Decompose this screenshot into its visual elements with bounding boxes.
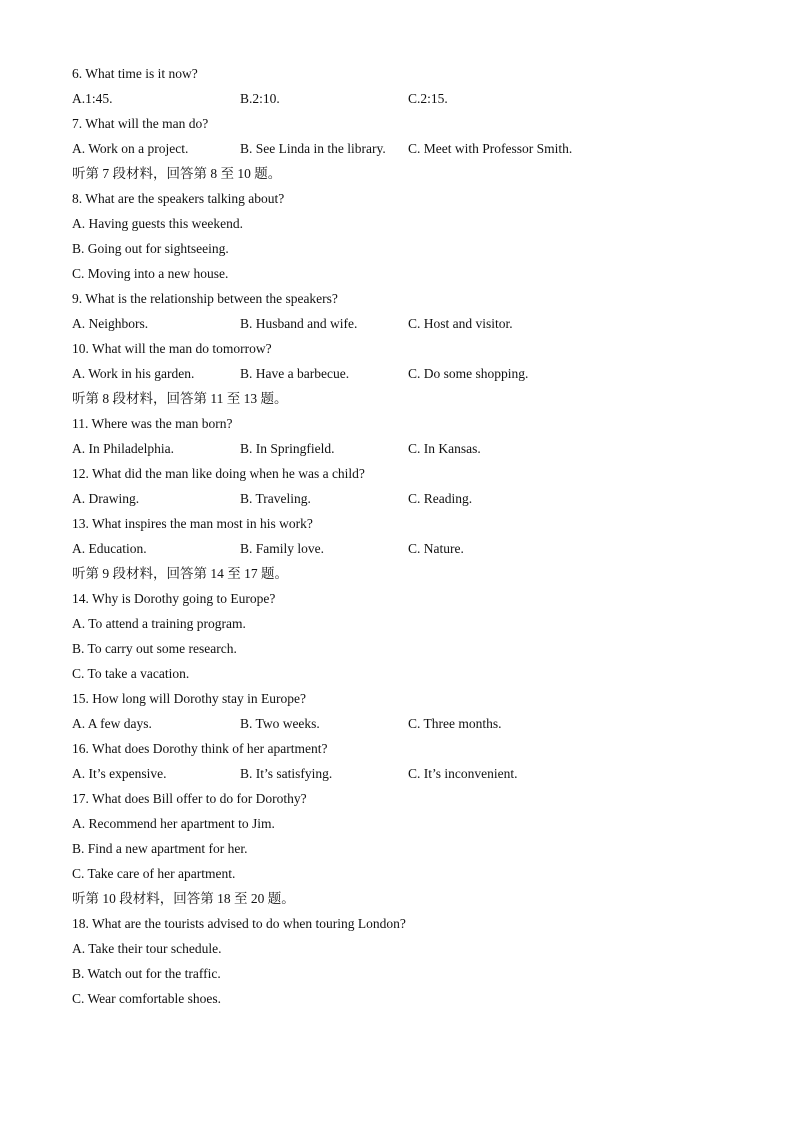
- question-12-stem: 12. What did the man like doing when he was a child?: [72, 466, 365, 481]
- option-c: C. Moving into a new house.: [72, 266, 229, 281]
- option-b: B. Family love.: [240, 541, 324, 556]
- option-c: C. Wear comfortable shoes.: [72, 991, 221, 1006]
- option-a: A. To attend a training program.: [72, 616, 246, 631]
- question-12-options: [72, 486, 752, 511]
- question-9-options: [72, 311, 752, 336]
- question-15-stem: 15. How long will Dorothy stay in Europe?: [72, 691, 306, 706]
- option-b: B. Two weeks.: [240, 716, 320, 731]
- question-8-stem: 8. What are the speakers talking about?: [72, 191, 285, 206]
- option-b: B. Traveling.: [240, 491, 311, 506]
- option-b: B. It’s satisfying.: [240, 766, 333, 781]
- question-16-options: [72, 761, 752, 786]
- question-6-stem: 6. What time is it now?: [72, 66, 198, 81]
- option-b: B. Husband and wife.: [240, 316, 358, 331]
- question-17-stem: 17. What does Bill offer to do for Dorothy?: [72, 791, 307, 806]
- option-c: C. Do some shopping.: [408, 366, 529, 381]
- option-a: A. Recommend her apartment to Jim.: [72, 816, 275, 831]
- option-b: B. Find a new apartment for her.: [72, 841, 248, 856]
- option-a: A. Drawing.: [72, 491, 140, 506]
- section-7-heading: 听第 7 段材料，回答第 8 至 10 题。: [72, 166, 282, 181]
- option-c: C.2:15.: [408, 91, 448, 106]
- option-b: B. See Linda in the library.: [240, 141, 386, 156]
- section-10-heading: 听第 10 段材料，回答第 18 至 20 题。: [72, 891, 295, 906]
- option-b: B. Watch out for the traffic.: [72, 966, 221, 981]
- question-11-options: [72, 436, 752, 461]
- option-a: A. Work on a project.: [72, 141, 189, 156]
- option-a: A. Education.: [72, 541, 147, 556]
- option-c: C. It’s inconvenient.: [408, 766, 518, 781]
- option-b: B. In Springfield.: [240, 441, 335, 456]
- option-c: C. Nature.: [408, 541, 464, 556]
- option-a: A. Take their tour schedule.: [72, 941, 222, 956]
- question-9-stem: 9. What is the relationship between the speakers?: [72, 291, 338, 306]
- question-13-stem: 13. What inspires the man most in his work?: [72, 516, 313, 531]
- option-a: A.1:45.: [72, 91, 113, 106]
- option-a: A. It’s expensive.: [72, 766, 167, 781]
- question-10-stem: 10. What will the man do tomorrow?: [72, 341, 272, 356]
- question-18-stem: 18. What are the tourists advised to do when touring London?: [72, 916, 406, 931]
- question-11-stem: 11. Where was the man born?: [72, 416, 233, 431]
- question-10-options: [72, 361, 752, 386]
- question-14-stem: 14. Why is Dorothy going to Europe?: [72, 591, 276, 606]
- option-c: C. Reading.: [408, 491, 473, 506]
- option-c: C. Take care of her apartment.: [72, 866, 236, 881]
- document-page: [72, 61, 752, 1011]
- option-a: A. Having guests this weekend.: [72, 216, 243, 231]
- option-b: B. Going out for sightseeing.: [72, 241, 229, 256]
- option-c: C. Host and visitor.: [408, 316, 513, 331]
- question-15-options: [72, 711, 752, 736]
- option-a: A. In Philadelphia.: [72, 441, 174, 456]
- option-c: C. Three months.: [408, 716, 502, 731]
- option-c: C. Meet with Professor Smith.: [408, 141, 573, 156]
- option-a: A. Neighbors.: [72, 316, 149, 331]
- option-a: A. Work in his garden.: [72, 366, 195, 381]
- question-16-stem: 16. What does Dorothy think of her apartment?: [72, 741, 328, 756]
- section-9-heading: 听第 9 段材料，回答第 14 至 17 题。: [72, 566, 288, 581]
- option-b: B. Have a barbecue.: [240, 366, 350, 381]
- question-6-options: [72, 86, 752, 111]
- option-c: C. In Kansas.: [408, 441, 481, 456]
- section-8-heading: 听第 8 段材料，回答第 11 至 13 题。: [72, 391, 288, 406]
- question-7-stem: 7. What will the man do?: [72, 116, 209, 131]
- question-13-options: [72, 536, 752, 561]
- option-b: B.2:10.: [240, 91, 280, 106]
- question-7-options: [72, 136, 752, 161]
- option-c: C. To take a vacation.: [72, 666, 190, 681]
- option-a: A. A few days.: [72, 716, 152, 731]
- option-b: B. To carry out some research.: [72, 641, 237, 656]
